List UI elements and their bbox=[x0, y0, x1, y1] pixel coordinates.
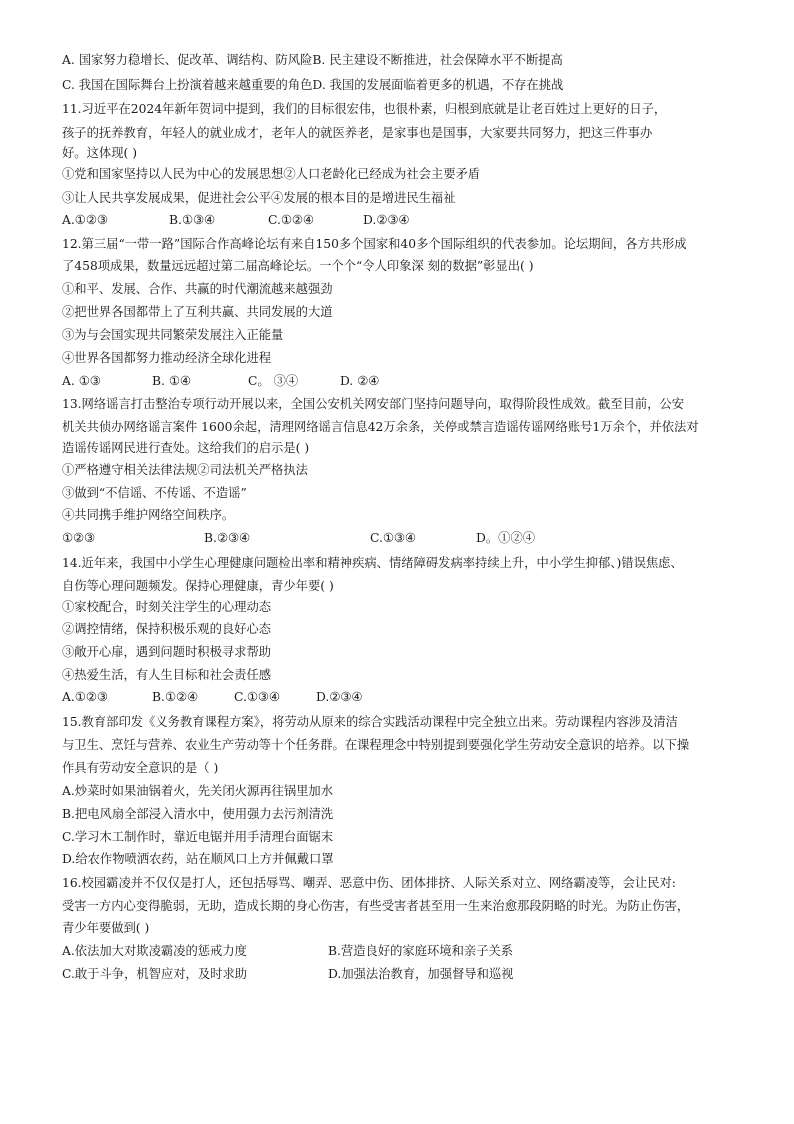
q16-stem-line2: 受害一方内心变得脆弱，无助，造成长期的身心伤害，有些受害者甚至用一生来治愈那段阴略的时光。为防止伤害， bbox=[62, 899, 690, 913]
q15-choice-c[interactable]: C.学习木工制作时，靠近电锯并用手清理台面锯末 bbox=[62, 830, 334, 844]
q13-choice-d[interactable]: D。①②④ bbox=[476, 531, 536, 545]
q16-choice-d[interactable]: D.加强法治教育，加强督导和巡视 bbox=[328, 967, 514, 981]
q14-choice-d[interactable]: D.②③④ bbox=[316, 690, 363, 704]
q11-choice-c[interactable]: C.①②④ bbox=[268, 213, 314, 227]
q13-choice-b[interactable]: B.②③④ bbox=[204, 531, 251, 545]
q11-choice-a[interactable]: A.①②③ bbox=[62, 213, 108, 227]
q12-stem-line2: 了458项成果，数量远远超过第二届高峰论坛。一个个“令人印象深 刻的数据”彰显出( ) bbox=[62, 259, 534, 273]
q13-choice-c[interactable]: C.①③④ bbox=[370, 531, 416, 545]
q14-choice-b[interactable]: B.①②④ bbox=[152, 690, 199, 704]
q11-stem-line2: 孩子的抚养教育，年轻人的就业成才，老年人的就医养老，是家事也是国事，大家要共同努力，把这三件事办 bbox=[62, 126, 653, 140]
q16-stem-line3: 青少年要做到( ) bbox=[62, 921, 150, 935]
q15-choice-b[interactable]: B.把电风扇全部浸入清水中，使用强力去污剂清洗 bbox=[62, 807, 334, 821]
q16-choice-b[interactable]: B.营造良好的家庭环境和亲子关系 bbox=[328, 944, 514, 958]
q14-statement-4: ④热爱生活，有人生目标和社会责任感 bbox=[62, 668, 272, 682]
q15-stem-line2: 与卫生、烹饪与营养、农业生产劳动等十个任务群。在课程理念中特别提到要强化学生劳动安全意识的培养。以下操 bbox=[62, 738, 690, 752]
q12-statement-1: ①和平、发展、合作、共赢的时代潮流越来越强劲 bbox=[62, 282, 333, 296]
prev-option-cd: C. 我国在国际舞台上扮演着越来越重要的角色D. 我国的发展面临着更多的机遇，不存在挑战 bbox=[62, 78, 564, 92]
q11-statement-34: ③让人民共享发展成果，促进社会公平④发展的根本目的是增进民生福祉 bbox=[62, 191, 456, 205]
q13-statement-4: ④共同携手维护网络空间秩序。 bbox=[62, 508, 235, 522]
prev-option-ab: A. 国家努力稳增长、促改革、调结构、防风险B. 民主建设不断推进，社会保障水平不断提高 bbox=[62, 53, 563, 67]
q14-statement-3: ③敞开心扉，遇到问题时积极寻求帮助 bbox=[62, 645, 272, 659]
q12-statement-4: ④世界各国都努力推动经济全球化进程 bbox=[62, 351, 272, 365]
q15-choice-a[interactable]: A.炒菜时如果油锅着火，先关闭火源再往锅里加水 bbox=[62, 784, 334, 798]
q14-choice-c[interactable]: C.①③④ bbox=[234, 690, 280, 704]
q13-stem-line1: 13.网络谣言打击整治专项行动开展以来，全国公安机关网安部门坚持问题导向，取得阶段性成效。截至目前，公安 bbox=[62, 397, 685, 411]
q13-stem-line2: 机关共侦办网络谣言案件 1600余起，清理网络谣言信息42万余条，关停或禁言造谣传谣网络账号1万余个，并依法对 bbox=[62, 420, 699, 434]
q12-statement-2: ②把世界各国都带上了互利共赢、共同发展的大道 bbox=[62, 305, 333, 319]
q13-statement-3: ③做到“不信谣、不传谣、不造谣” bbox=[62, 486, 247, 500]
q12-statement-3: ③为与会国实现共同繁荣发展注入正能量 bbox=[62, 328, 284, 342]
q12-choice-a[interactable]: A. ①③ bbox=[62, 374, 101, 388]
q15-stem-line1: 15.教育部印发《义务教育课程方案》，将劳动从原来的综合实践活动课程中完全独立出来。劳动课程内容涉及清洁 bbox=[62, 715, 678, 729]
q11-stem-line3: 好。这体现( ) bbox=[62, 146, 137, 160]
q11-choice-b[interactable]: B.①③④ bbox=[169, 213, 216, 227]
q14-statement-2: ②调控情绪，保持积极乐观的良好心态 bbox=[62, 622, 272, 636]
q13-stem-line3: 造谣传谣网民进行查处。这给我们的启示是( ) bbox=[62, 441, 310, 455]
q15-stem-line3: 作具有劳动安全意识的是（ ) bbox=[62, 761, 219, 775]
q16-choice-a[interactable]: A.依法加大对欺凌霸凌的惩戒力度 bbox=[62, 944, 247, 958]
q13-statement-12: ①严格遵守相关法律法规②司法机关严格执法 bbox=[62, 463, 308, 477]
q12-stem-line1: 12.第三届“一带一路”国际合作高峰论坛有来自150多个国家和40多个国际组织的代表参加。论坛期间，各方共形成 bbox=[62, 237, 687, 251]
q14-choice-a[interactable]: A.①②③ bbox=[62, 690, 108, 704]
q11-statement-12: ①党和国家坚持以人民为中心的发展思想②人口老龄化已经成为社会主要矛盾 bbox=[62, 167, 481, 181]
q15-choice-d[interactable]: D.给农作物喷洒农药，站在顺风口上方并佩戴口罩 bbox=[62, 852, 334, 866]
q14-stem-line2: 自伤等心理问题频发。保持心理健康，青少年要( ) bbox=[62, 579, 334, 593]
q14-statement-1: ①家校配合，时刻关注学生的心理动态 bbox=[62, 600, 272, 614]
q11-choice-d[interactable]: D.②③④ bbox=[363, 213, 410, 227]
q16-stem-line1: 16.校园霸凌并不仅仅是打人，还包括辱骂、嘲弄、恶意中伤、团体排挤、人际关系对立、网络霸凌等，会让民对: bbox=[62, 876, 676, 890]
q16-choice-c[interactable]: C.敢于斗争，机智应对，及时求助 bbox=[62, 967, 248, 981]
q14-stem-line1: 14.近年来，我国中小学生心理健康问题检出率和精神疾病、情绪障碍发病率持续上升，中小学生抑郁、)错误焦虑、 bbox=[62, 556, 683, 570]
q12-choice-d[interactable]: D. ②④ bbox=[340, 374, 380, 388]
q12-choice-b[interactable]: B. ①④ bbox=[152, 374, 191, 388]
q12-choice-c[interactable]: C。 ③④ bbox=[248, 374, 299, 388]
q11-stem-line1: 11.习近平在2024年新年贺词中提到，我们的目标很宏伟，也很朴素，归根到底就是让老百姓过上更好的日子， bbox=[62, 102, 667, 116]
q13-choice-a[interactable]: ①②③ bbox=[62, 531, 96, 545]
